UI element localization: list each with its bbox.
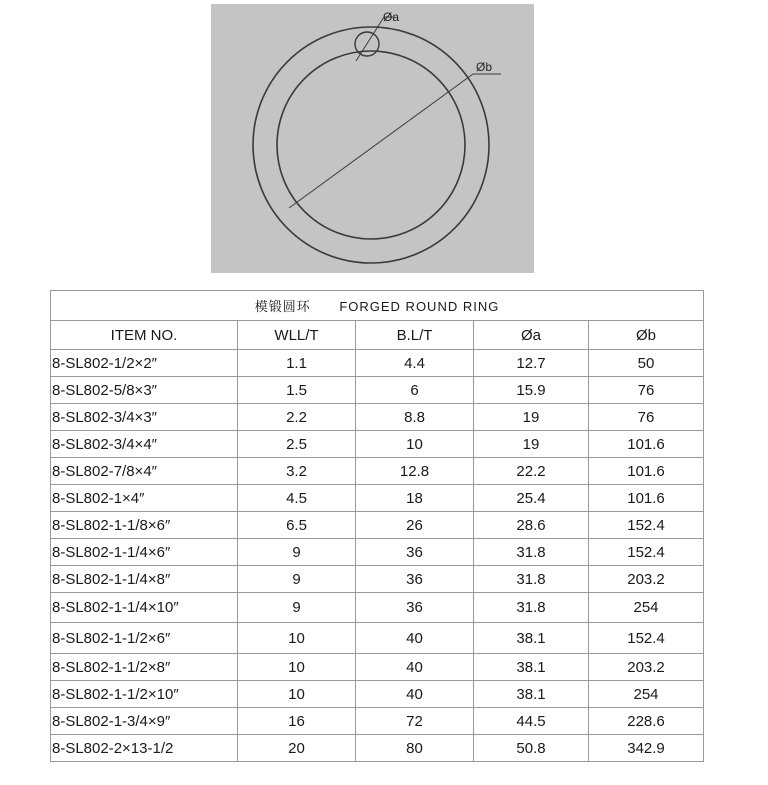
cell-dia-a: 31.8 <box>474 539 589 566</box>
cell-bl: 26 <box>356 512 474 539</box>
cell-dia-a: 19 <box>474 404 589 431</box>
header-wll: WLL/T <box>238 321 356 350</box>
cell-item-no: 8-SL802-2×13-1/2 <box>51 735 238 762</box>
cell-bl: 8.8 <box>356 404 474 431</box>
cell-wll: 3.2 <box>238 458 356 485</box>
cell-dia-b: 203.2 <box>589 566 704 593</box>
cell-dia-b: 50 <box>589 350 704 377</box>
cell-bl: 18 <box>356 485 474 512</box>
cell-item-no: 8-SL802-1-1/4×10″ <box>51 593 238 623</box>
cell-item-no: 8-SL802-1-1/4×8″ <box>51 566 238 593</box>
header-item-no: ITEM NO. <box>51 321 238 350</box>
cell-dia-b: 101.6 <box>589 485 704 512</box>
table-row <box>51 681 704 708</box>
table-row <box>51 404 704 431</box>
table-title <box>51 291 704 321</box>
cell-dia-b: 254 <box>589 593 704 623</box>
cell-dia-a: 31.8 <box>474 593 589 623</box>
table-row <box>51 623 704 654</box>
cell-item-no: 8-SL802-7/8×4″ <box>51 458 238 485</box>
table-title-en: FORGED ROUND RING <box>339 299 500 314</box>
cell-bl: 36 <box>356 566 474 593</box>
label-b: Øb <box>476 60 493 74</box>
cell-dia-b: 101.6 <box>589 431 704 458</box>
cell-dia-b: 203.2 <box>589 654 704 681</box>
cell-bl: 36 <box>356 539 474 566</box>
cell-bl: 40 <box>356 681 474 708</box>
cell-bl: 40 <box>356 623 474 654</box>
cell-wll: 9 <box>238 593 356 623</box>
cell-dia-b: 152.4 <box>589 623 704 654</box>
header-dia-a: Øa <box>474 321 589 350</box>
cross-section-leader-line <box>356 17 384 61</box>
cell-bl: 80 <box>356 735 474 762</box>
cell-wll: 6.5 <box>238 512 356 539</box>
cell-dia-b: 152.4 <box>589 539 704 566</box>
cell-item-no: 8-SL802-1-1/2×6″ <box>51 623 238 654</box>
table-row <box>51 377 704 404</box>
table-row <box>51 593 704 623</box>
cell-item-no: 8-SL802-1-1/8×6″ <box>51 512 238 539</box>
cell-dia-a: 28.6 <box>474 512 589 539</box>
cell-bl: 6 <box>356 377 474 404</box>
cell-item-no: 8-SL802-5/8×3″ <box>51 377 238 404</box>
table-row <box>51 512 704 539</box>
cell-wll: 10 <box>238 681 356 708</box>
table-row <box>51 350 704 377</box>
ring-diagram <box>211 4 534 273</box>
cell-dia-a: 25.4 <box>474 485 589 512</box>
cell-wll: 20 <box>238 735 356 762</box>
cell-bl: 40 <box>356 654 474 681</box>
cell-wll: 9 <box>238 566 356 593</box>
cell-item-no: 8-SL802-1-3/4×9″ <box>51 708 238 735</box>
label-a: Øa <box>383 10 400 24</box>
table-row <box>51 431 704 458</box>
ring-drawing <box>211 4 534 273</box>
cell-dia-a: 15.9 <box>474 377 589 404</box>
cell-dia-a: 38.1 <box>474 681 589 708</box>
table-row <box>51 566 704 593</box>
diameter-leader-line <box>289 74 473 208</box>
header-dia-b: Øb <box>589 321 704 350</box>
cell-dia-a: 38.1 <box>474 654 589 681</box>
table-row <box>51 654 704 681</box>
cell-dia-a: 22.2 <box>474 458 589 485</box>
cell-dia-a: 12.7 <box>474 350 589 377</box>
cell-dia-b: 152.4 <box>589 512 704 539</box>
table-row <box>51 735 704 762</box>
cell-dia-a: 44.5 <box>474 708 589 735</box>
cell-dia-a: 38.1 <box>474 623 589 654</box>
cell-dia-a: 31.8 <box>474 566 589 593</box>
cell-bl: 12.8 <box>356 458 474 485</box>
cell-wll: 2.2 <box>238 404 356 431</box>
cell-dia-b: 254 <box>589 681 704 708</box>
cell-item-no: 8-SL802-1-1/2×8″ <box>51 654 238 681</box>
cell-item-no: 8-SL802-3/4×3″ <box>51 404 238 431</box>
cell-wll: 2.5 <box>238 431 356 458</box>
table-row <box>51 708 704 735</box>
ring-outer-circle <box>253 27 489 263</box>
header-bl: B.L/T <box>356 321 474 350</box>
cell-bl: 4.4 <box>356 350 474 377</box>
cell-wll: 10 <box>238 623 356 654</box>
table-title-cn: 模锻圆环 <box>254 299 311 314</box>
header-row <box>51 321 704 350</box>
cell-bl: 36 <box>356 593 474 623</box>
cell-wll: 16 <box>238 708 356 735</box>
cell-wll: 4.5 <box>238 485 356 512</box>
cell-dia-b: 228.6 <box>589 708 704 735</box>
cell-wll: 1.5 <box>238 377 356 404</box>
cell-item-no: 8-SL802-1/2×2″ <box>51 350 238 377</box>
cell-dia-b: 101.6 <box>589 458 704 485</box>
cell-dia-b: 76 <box>589 404 704 431</box>
table-row <box>51 539 704 566</box>
cell-item-no: 8-SL802-1×4″ <box>51 485 238 512</box>
cell-wll: 10 <box>238 654 356 681</box>
cell-item-no: 8-SL802-1-1/4×6″ <box>51 539 238 566</box>
cell-bl: 10 <box>356 431 474 458</box>
cell-dia-b: 76 <box>589 377 704 404</box>
cell-dia-a: 19 <box>474 431 589 458</box>
cell-wll: 1.1 <box>238 350 356 377</box>
cell-dia-a: 50.8 <box>474 735 589 762</box>
ring-inner-circle <box>277 51 465 239</box>
cell-wll: 9 <box>238 539 356 566</box>
cell-item-no: 8-SL802-3/4×4″ <box>51 431 238 458</box>
cell-dia-b: 342.9 <box>589 735 704 762</box>
table-row <box>51 485 704 512</box>
cell-item-no: 8-SL802-1-1/2×10″ <box>51 681 238 708</box>
spec-table <box>50 290 704 762</box>
table-row <box>51 458 704 485</box>
cell-bl: 72 <box>356 708 474 735</box>
